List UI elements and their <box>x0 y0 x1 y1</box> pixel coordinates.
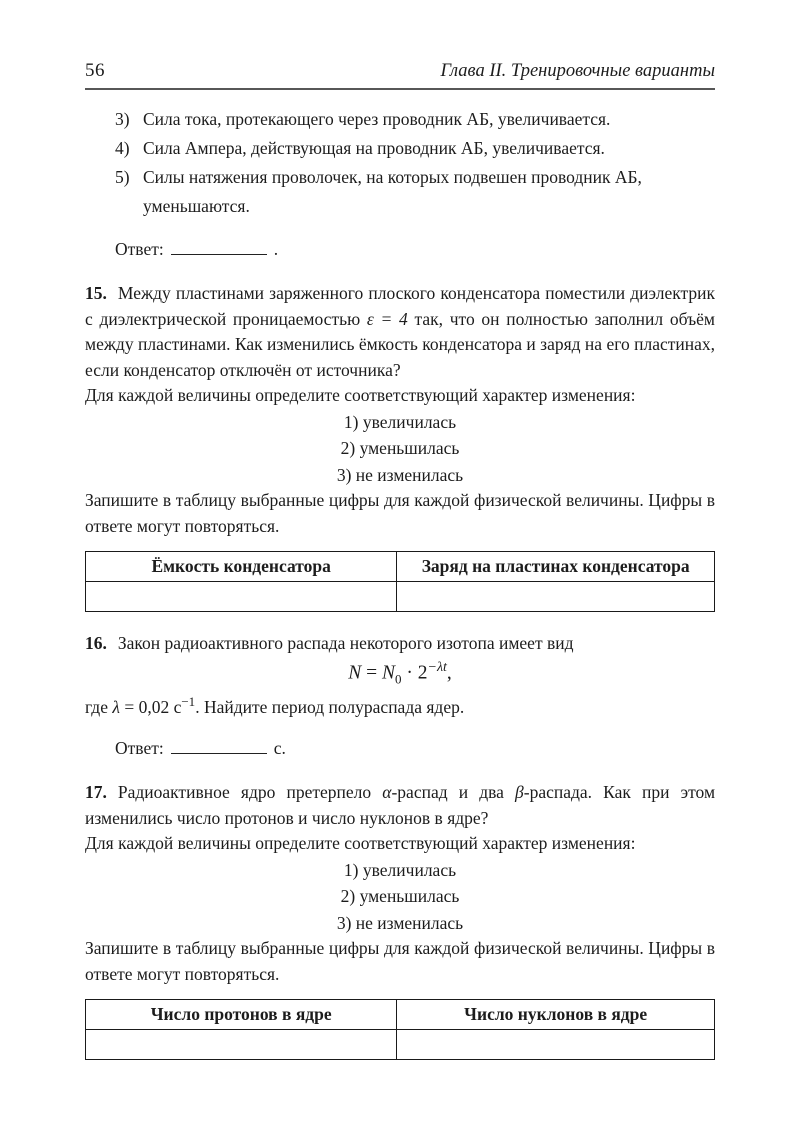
list-item <box>85 134 715 163</box>
task-15-answer-options <box>85 409 715 489</box>
task-17-statement <box>85 780 715 831</box>
task-15-text-cont: так, что он полностью заполнил объём между пластинами. Как изменились ёмкость конденсатора и заряд на его пластинах, если конденсатор отключён от источника? <box>85 308 715 380</box>
decay-law-formula <box>85 660 715 687</box>
list-item <box>85 163 715 221</box>
where-text: где <box>85 696 113 717</box>
item-text: Сила Ампера, действующая на проводник АБ, увеличивается. <box>143 138 605 158</box>
table-header-row <box>86 552 715 582</box>
answer-cell-capacitance <box>86 582 397 612</box>
table-header-row <box>86 1000 715 1030</box>
task-16-statement <box>85 631 715 657</box>
item-marker: 3) <box>115 109 130 129</box>
answer-cell-protons <box>86 1030 397 1060</box>
previous-task-options <box>85 105 715 221</box>
formula-N0-subscript: 0 <box>395 670 402 686</box>
task-17-text-cont: -распада. Как при этом изменились число протонов и число нуклонов в ядре? <box>85 782 716 828</box>
table-answer-row <box>86 1030 715 1060</box>
task-17-answer-options <box>85 857 715 937</box>
task-17-instruction: Для каждой величины определите соответствующий характер изменения: <box>85 833 636 854</box>
formula-equals: = <box>361 662 382 683</box>
task-15-table-note: Запишите в таблицу выбранные цифры для каждой физической величины. Цифры в ответе могут повторяться. <box>85 490 715 536</box>
running-head <box>85 60 715 90</box>
task-17-number: 17. <box>85 782 107 803</box>
lambda-symbol: λ <box>112 696 120 717</box>
item-marker: 5) <box>115 167 130 187</box>
answer-suffix: . <box>273 239 279 259</box>
task-15-instruction: Для каждой величины определите соответствующий характер изменения: <box>85 385 636 405</box>
option-2: 2) уменьшилась <box>340 438 460 458</box>
answer-unit: с. <box>273 738 286 759</box>
task-17-text-mid: -распад и два <box>391 782 516 803</box>
answer-cell-nucleons <box>397 1030 715 1060</box>
beta-symbol: β <box>515 782 524 803</box>
task-15-text: Между пластинами заряженного плоского конденсатора поместили диэлектрик с диэлектрической проницаемостью <box>85 283 715 329</box>
task-17-table-note: Запишите в таблицу выбранные цифры для каждой физической величины. Цифры в ответе могут повторяться. <box>85 938 715 984</box>
option-3: 3) не изменилась <box>336 912 464 933</box>
find-halflife-text: . Найдите период полураспада ядер. <box>195 696 465 717</box>
task-15-statement <box>85 281 715 383</box>
option-2: 2) уменьшилась <box>340 886 460 907</box>
list-item <box>85 105 715 134</box>
option-3: 3) не изменилась <box>336 464 464 485</box>
item-text: Силы натяжения проволочек, на которых подвешен проводник АБ, уменьшаются. <box>143 167 642 216</box>
table-answer-row <box>86 582 715 612</box>
task-15-answer-table <box>85 551 715 612</box>
chapter-title: Глава II. Тренировочные варианты <box>440 61 715 81</box>
answer-line <box>115 236 715 262</box>
epsilon-formula: ε = 4 <box>366 308 408 329</box>
answer-label: Ответ: <box>115 239 164 259</box>
alpha-symbol: α <box>382 782 392 803</box>
table-header-charge: Заряд на пластинах конденсатора <box>397 552 715 582</box>
task-16-text: Закон радиоактивного распада некоторого изотопа имеет вид <box>117 633 574 653</box>
task-16-where-clause <box>85 689 715 720</box>
formula-comma: , <box>446 662 452 683</box>
table-header-nucleons: Число нуклонов в ядре <box>397 1000 715 1030</box>
answer-blank <box>171 237 267 256</box>
answer-cell-charge <box>397 582 715 612</box>
answer-line <box>115 735 715 761</box>
item-text: Сила тока, протекающего через проводник АБ, увеличивается. <box>143 109 611 129</box>
table-header-capacitance: Ёмкость конденсатора <box>86 552 397 582</box>
option-1: 1) увеличилась <box>343 411 457 432</box>
task-17-text: Радиоактивное ядро претерпело <box>117 782 383 803</box>
formula-N0: N <box>381 662 395 683</box>
formula-N: N <box>348 662 362 683</box>
table-header-protons: Число протонов в ядре <box>86 1000 397 1030</box>
task-17-answer-table <box>85 999 715 1060</box>
task-16-number: 16. <box>85 633 107 653</box>
formula-cdot: · <box>401 662 418 683</box>
formula-base: 2 <box>417 662 428 683</box>
answer-label: Ответ: <box>115 738 164 759</box>
page-number: 56 <box>85 60 105 81</box>
answer-blank <box>171 736 267 755</box>
lambda-value: = 0,02 с <box>119 696 182 717</box>
option-1: 1) увеличилась <box>343 859 457 880</box>
item-marker: 4) <box>115 138 130 158</box>
task-15-number: 15. <box>85 283 107 303</box>
formula-exponent: −λt <box>427 659 447 675</box>
seconds-exponent: −1 <box>181 693 196 709</box>
